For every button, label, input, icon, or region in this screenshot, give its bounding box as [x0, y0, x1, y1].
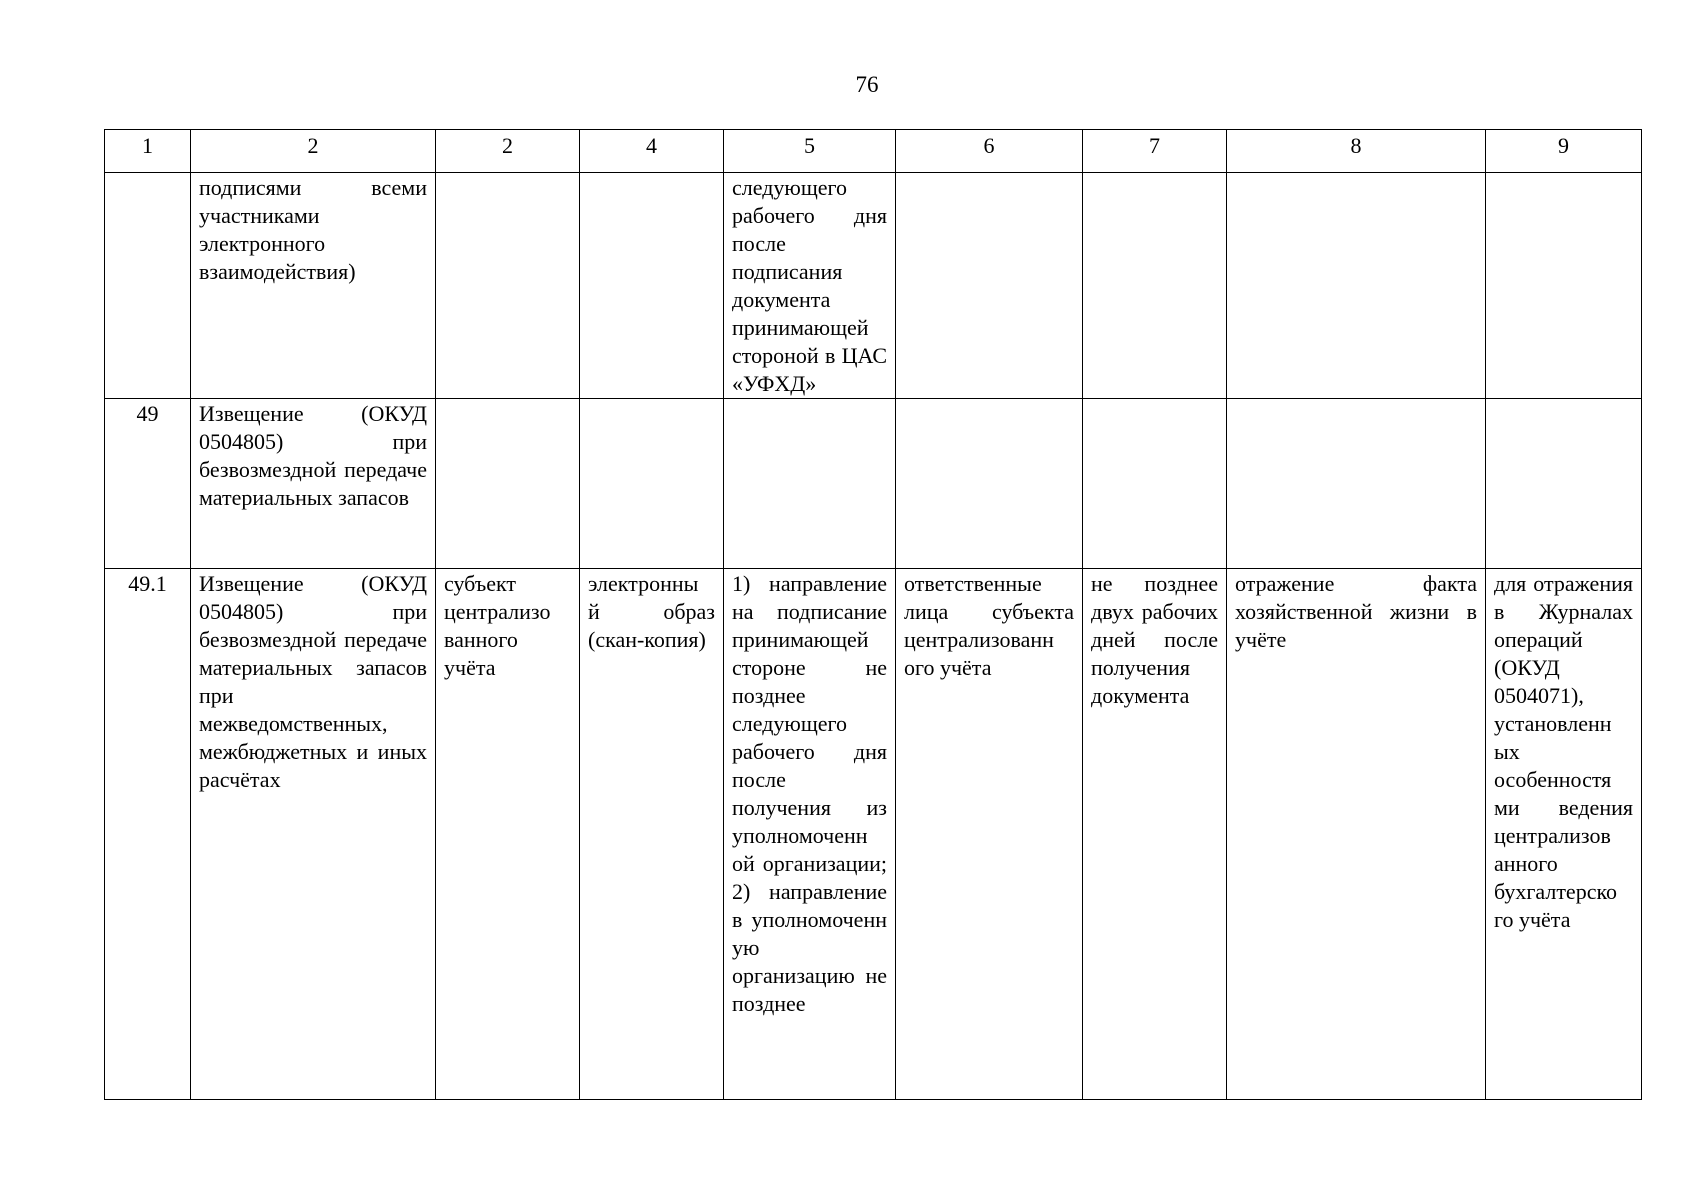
note-cell — [1486, 173, 1642, 399]
header-cell-2: 2 — [191, 130, 436, 173]
header-cell-4: 4 — [580, 130, 724, 173]
processing-deadline-cell — [1083, 399, 1227, 569]
transfer-deadline-cell: 1) направление на подписание принимающей стороне не позднее следующего рабочего дня после получения из уполномоченн ой организации; 2) направление в уполномоченн ую организацию не позднее — [724, 569, 896, 1100]
purpose-cell — [1227, 173, 1486, 399]
responsible-subject-cell: субъект централизо ванного учёта — [436, 569, 580, 1100]
document-name-cell: Извещение (ОКУД 0504805) при безвозмездной передаче материальных запасов — [191, 399, 436, 569]
row-number-cell: 49.1 — [105, 569, 191, 1100]
document-name-cell: Извещение (ОКУД 0504805) при безвозмездной передаче материальных запасов при межведомственных, межбюджетных и иных расчётах — [191, 569, 436, 1100]
document-form-cell — [580, 173, 724, 399]
header-cell-5: 5 — [724, 130, 896, 173]
header-cell-8: 8 — [1227, 130, 1486, 173]
processing-deadline-cell — [1083, 173, 1227, 399]
page-number: 76 — [855, 72, 879, 97]
note-cell: для отражения в Журналах операций (ОКУД 0504071), установленн ых особенностя ми ведения централизов анного бухгалтерско го учёта — [1486, 569, 1642, 1100]
purpose-cell: отражение факта хозяйственной жизни в учёте — [1227, 569, 1486, 1100]
purpose-cell — [1227, 399, 1486, 569]
document-name-cell: подписями всеми участниками электронного взаимодействия) — [191, 173, 436, 399]
note-cell — [1486, 399, 1642, 569]
responsible-subject-cell — [436, 173, 580, 399]
responsible-subject-cell — [436, 399, 580, 569]
table-row — [105, 569, 1642, 1100]
header-cell-9: 9 — [1486, 130, 1642, 173]
responsible-persons-cell — [896, 399, 1083, 569]
row-number-cell: 49 — [105, 399, 191, 569]
header-cell-3: 2 — [436, 130, 580, 173]
header-cell-1: 1 — [105, 130, 191, 173]
row-number-cell — [105, 173, 191, 399]
document-form-cell — [580, 399, 724, 569]
responsible-persons-cell: ответственные лица субъекта централизованн ого учёта — [896, 569, 1083, 1100]
document-form-cell: электронны й образ (скан-копия) — [580, 569, 724, 1100]
table-header-row — [105, 130, 1642, 173]
header-cell-7: 7 — [1083, 130, 1227, 173]
header-cell-6: 6 — [896, 130, 1083, 173]
responsible-persons-cell — [896, 173, 1083, 399]
transfer-deadline-cell — [724, 399, 896, 569]
document-table — [104, 129, 1642, 1100]
transfer-deadline-cell: следующего рабочего дня после подписания документа принимающей стороной в ЦАС «УФХД» — [724, 173, 896, 399]
processing-deadline-cell: не позднее двух рабочих дней после получения документа — [1083, 569, 1227, 1100]
table-row — [105, 399, 1642, 569]
table-row — [105, 173, 1642, 399]
